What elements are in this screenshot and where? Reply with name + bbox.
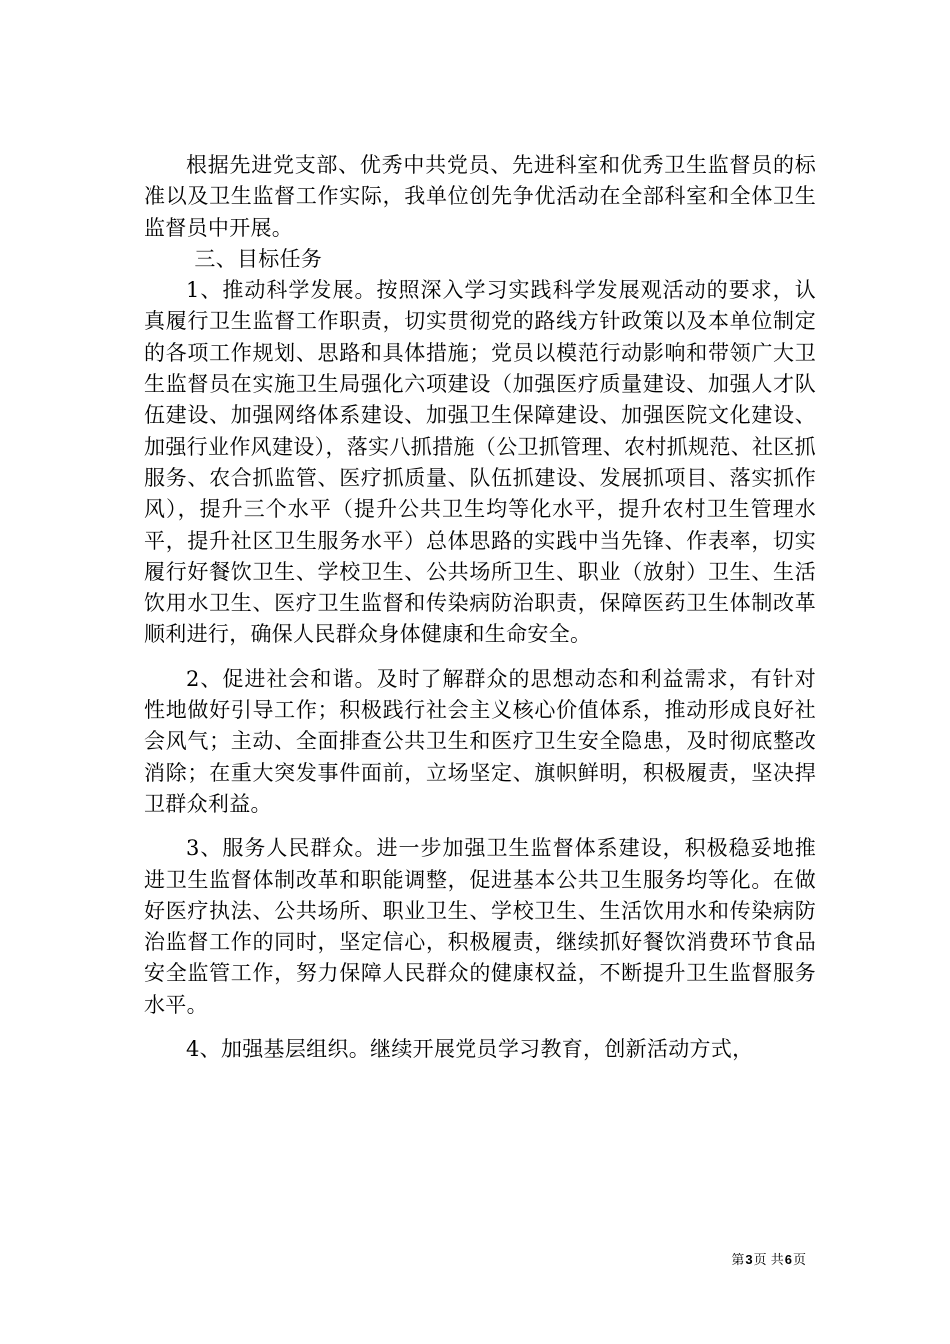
footer-total-pages: 6	[784, 1252, 792, 1267]
paragraph-task-4: 4、加强基层组织。继续开展党员学习教育，创新活动方式，	[186, 1037, 754, 1062]
footer-suffix: 页	[792, 1253, 806, 1268]
paragraph-task-3: 3、服务人民群众。进一步加强卫生监督体系建设，积极稳妥地推进卫生监督体制改革和职能调整，促进基本公共卫生服务均等化。在做好医疗执法、公共场所、职业卫生、学校卫生、生活饮用水和传染病防治监督工作的同时，坚定信心，积极履责，继续抓好餐饮消费环节食品安全监管工作，努力保障人民群众的健康权益，不断提升卫生监督服务水平。	[144, 836, 816, 1017]
document-body	[144, 150, 816, 1065]
section-heading-goals: 三、目标任务	[194, 246, 323, 271]
footer-middle: 页 共	[753, 1253, 784, 1268]
paragraph-selection-criteria: 根据先进党支部、优秀中共党员、先进科室和优秀卫生监督员的标准以及卫生监督工作实际，我单位创先争优活动在全部科室和全体卫生监督员中开展。	[144, 153, 816, 240]
footer-prefix: 第	[731, 1253, 745, 1268]
paragraph-task-1: 1、推动科学发展。按照深入学习实践科学发展观活动的要求，认真履行卫生监督工作职责，切实贯彻党的路线方针政策以及本单位制定的各项工作规划、思路和具体措施；党员以模范行动影响和带领广大卫生监督员在实施卫生局强化六项建设（加强医疗质量建设、加强人才队伍建设、加强网络体系建设、加强卫生保障建设、加强医院文化建设、加强行业作风建设），落实八抓措施（公卫抓管理、农村抓规范、社区抓服务、农合抓监管、医疗抓质量、队伍抓建设、发展抓项目、落实抓作风），提升三个水平（提升公共卫生均等化水平，提升农村卫生管理水平，提升社区卫生服务水平）总体思路的实践中当先锋、作表率，切实履行好餐饮卫生、学校卫生、公共场所卫生、职业（放射）卫生、生活饮用水卫生、医疗卫生监督和传染病防治职责，保障医药卫生体制改革顺利进行，确保人民群众身体健康和生命安全。	[144, 278, 816, 647]
page-footer	[0, 1249, 806, 1268]
footer-current-page: 3	[745, 1252, 753, 1267]
paragraph-task-2: 2、促进社会和谐。及时了解群众的思想动态和利益需求，有针对性地做好引导工作；积极践行社会主义核心价值体系，推动形成良好社会风气；主动、全面排查公共卫生和医疗卫生安全隐患，及时彻底整改消除；在重大突发事件面前，立场坚定、旗帜鲜明，积极履责，坚决捍卫群众利益。	[144, 666, 816, 816]
